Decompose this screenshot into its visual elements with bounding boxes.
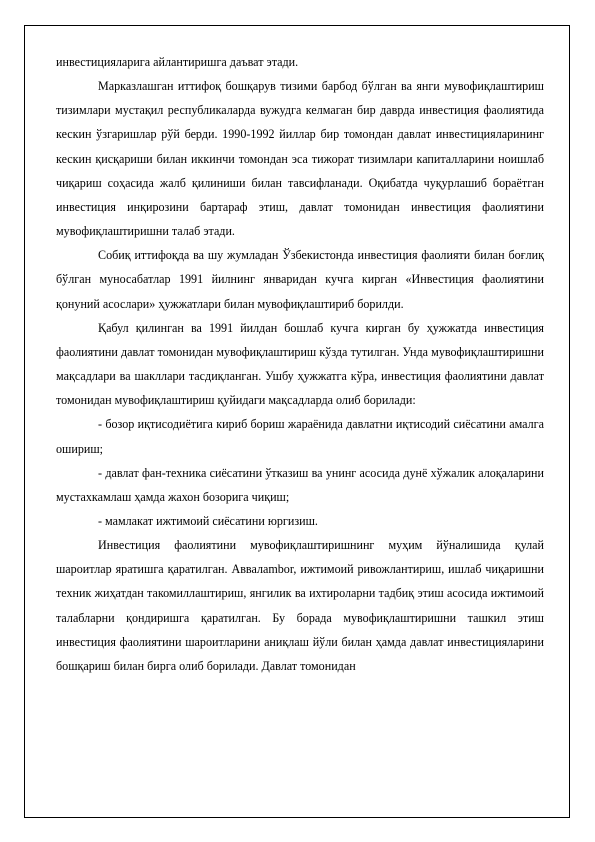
paragraph-3: Собиқ иттифоқда ва шу жумладан Ўзбекистонда инвестиция фаолияти билан боғлиқ бўлган муносабатлар 1991 йилнинг январидан кучга кирган «Инвестиция фаолиятини қонуний асослари» ҳужжатлари билан мувофиқлаштириб борилди. (56, 248, 544, 311)
list-item-1: - бозор иқтисодиётига кириб бориш жараёнида давлатни иқтисодий сиёсатини амалга ошириш; (56, 417, 544, 456)
paragraph-1: инвестицияларига айлантиришга даъват этади. (56, 55, 299, 69)
list-item-3: - мамлакат ижтимоий сиёсатини юргизиш. (98, 513, 318, 528)
paragraph-4: Қабул қилинган ва 1991 йилдан бошлаб кучга кирган бу ҳужжатда инвестиция фаолиятини давлат томонидан мувофиқлаштириш кўзда тутилган. Унда мувофиқлаштиришни мақсадлари ва шакллари тасдиқланган. Ушбу ҳужжатга кўра, инвестиция фаолиятини давлат томонидан мувофиқлаштириш қуйидаги мақсадларда олиб борилади: (56, 320, 544, 408)
document-body (56, 50, 544, 678)
paragraph-5: Инвестиция фаолиятини мувофиқлаштиришнинг муҳим йўналишида қулай шароитлар яратишга қаратилган. Аввалambor, ижтимоий ривожлантириш, ишлаб чиқаришни техник жиҳатдан такомиллаштириш, янгилик ва ихтироларни тадбиқ этиш асосида ижтимоий талабларни қондиришга қаратилган. Бу борада мувофиқлаштиришни ташкил этиш инвестиция фаолиятини шароитларини аниқлаш йўли билан ҳамда давлат инвестицияларини бошқариш билан бирга олиб борилади. Давлат томонидан (56, 538, 544, 673)
list-item-2: - давлат фан-техника сиёсатини ўтказиш ва унинг асосида дунё хўжалик алоқаларини мустахкамлаш ҳамда жахон бозорига чиқиш; (56, 465, 544, 504)
paragraph-2: Марказлашган иттифоқ бошқарув тизими барбод бўлган ва янги мувофиқлаштириш тизимлари мустақил республикаларда вужудга келмаган бир даврда инвестиция фаолиятида кескин ўзгаришлар рўй берди. 1990-1992 йиллар бир томондан давлат инвестицияларининг кескин қисқариши билан иккинчи томондан эса тижорат тизимлари капиталларини ноишлаб чиқариш соҳасида жалб қилиниши билан тавсифланади. Оқибатда чуқурлашиб бораётган инвестиция инқирозини бартараф этиш, давлат томонидан инвестиция фаолиятини мувофиқлаштиришни талаб этади. (56, 79, 544, 239)
